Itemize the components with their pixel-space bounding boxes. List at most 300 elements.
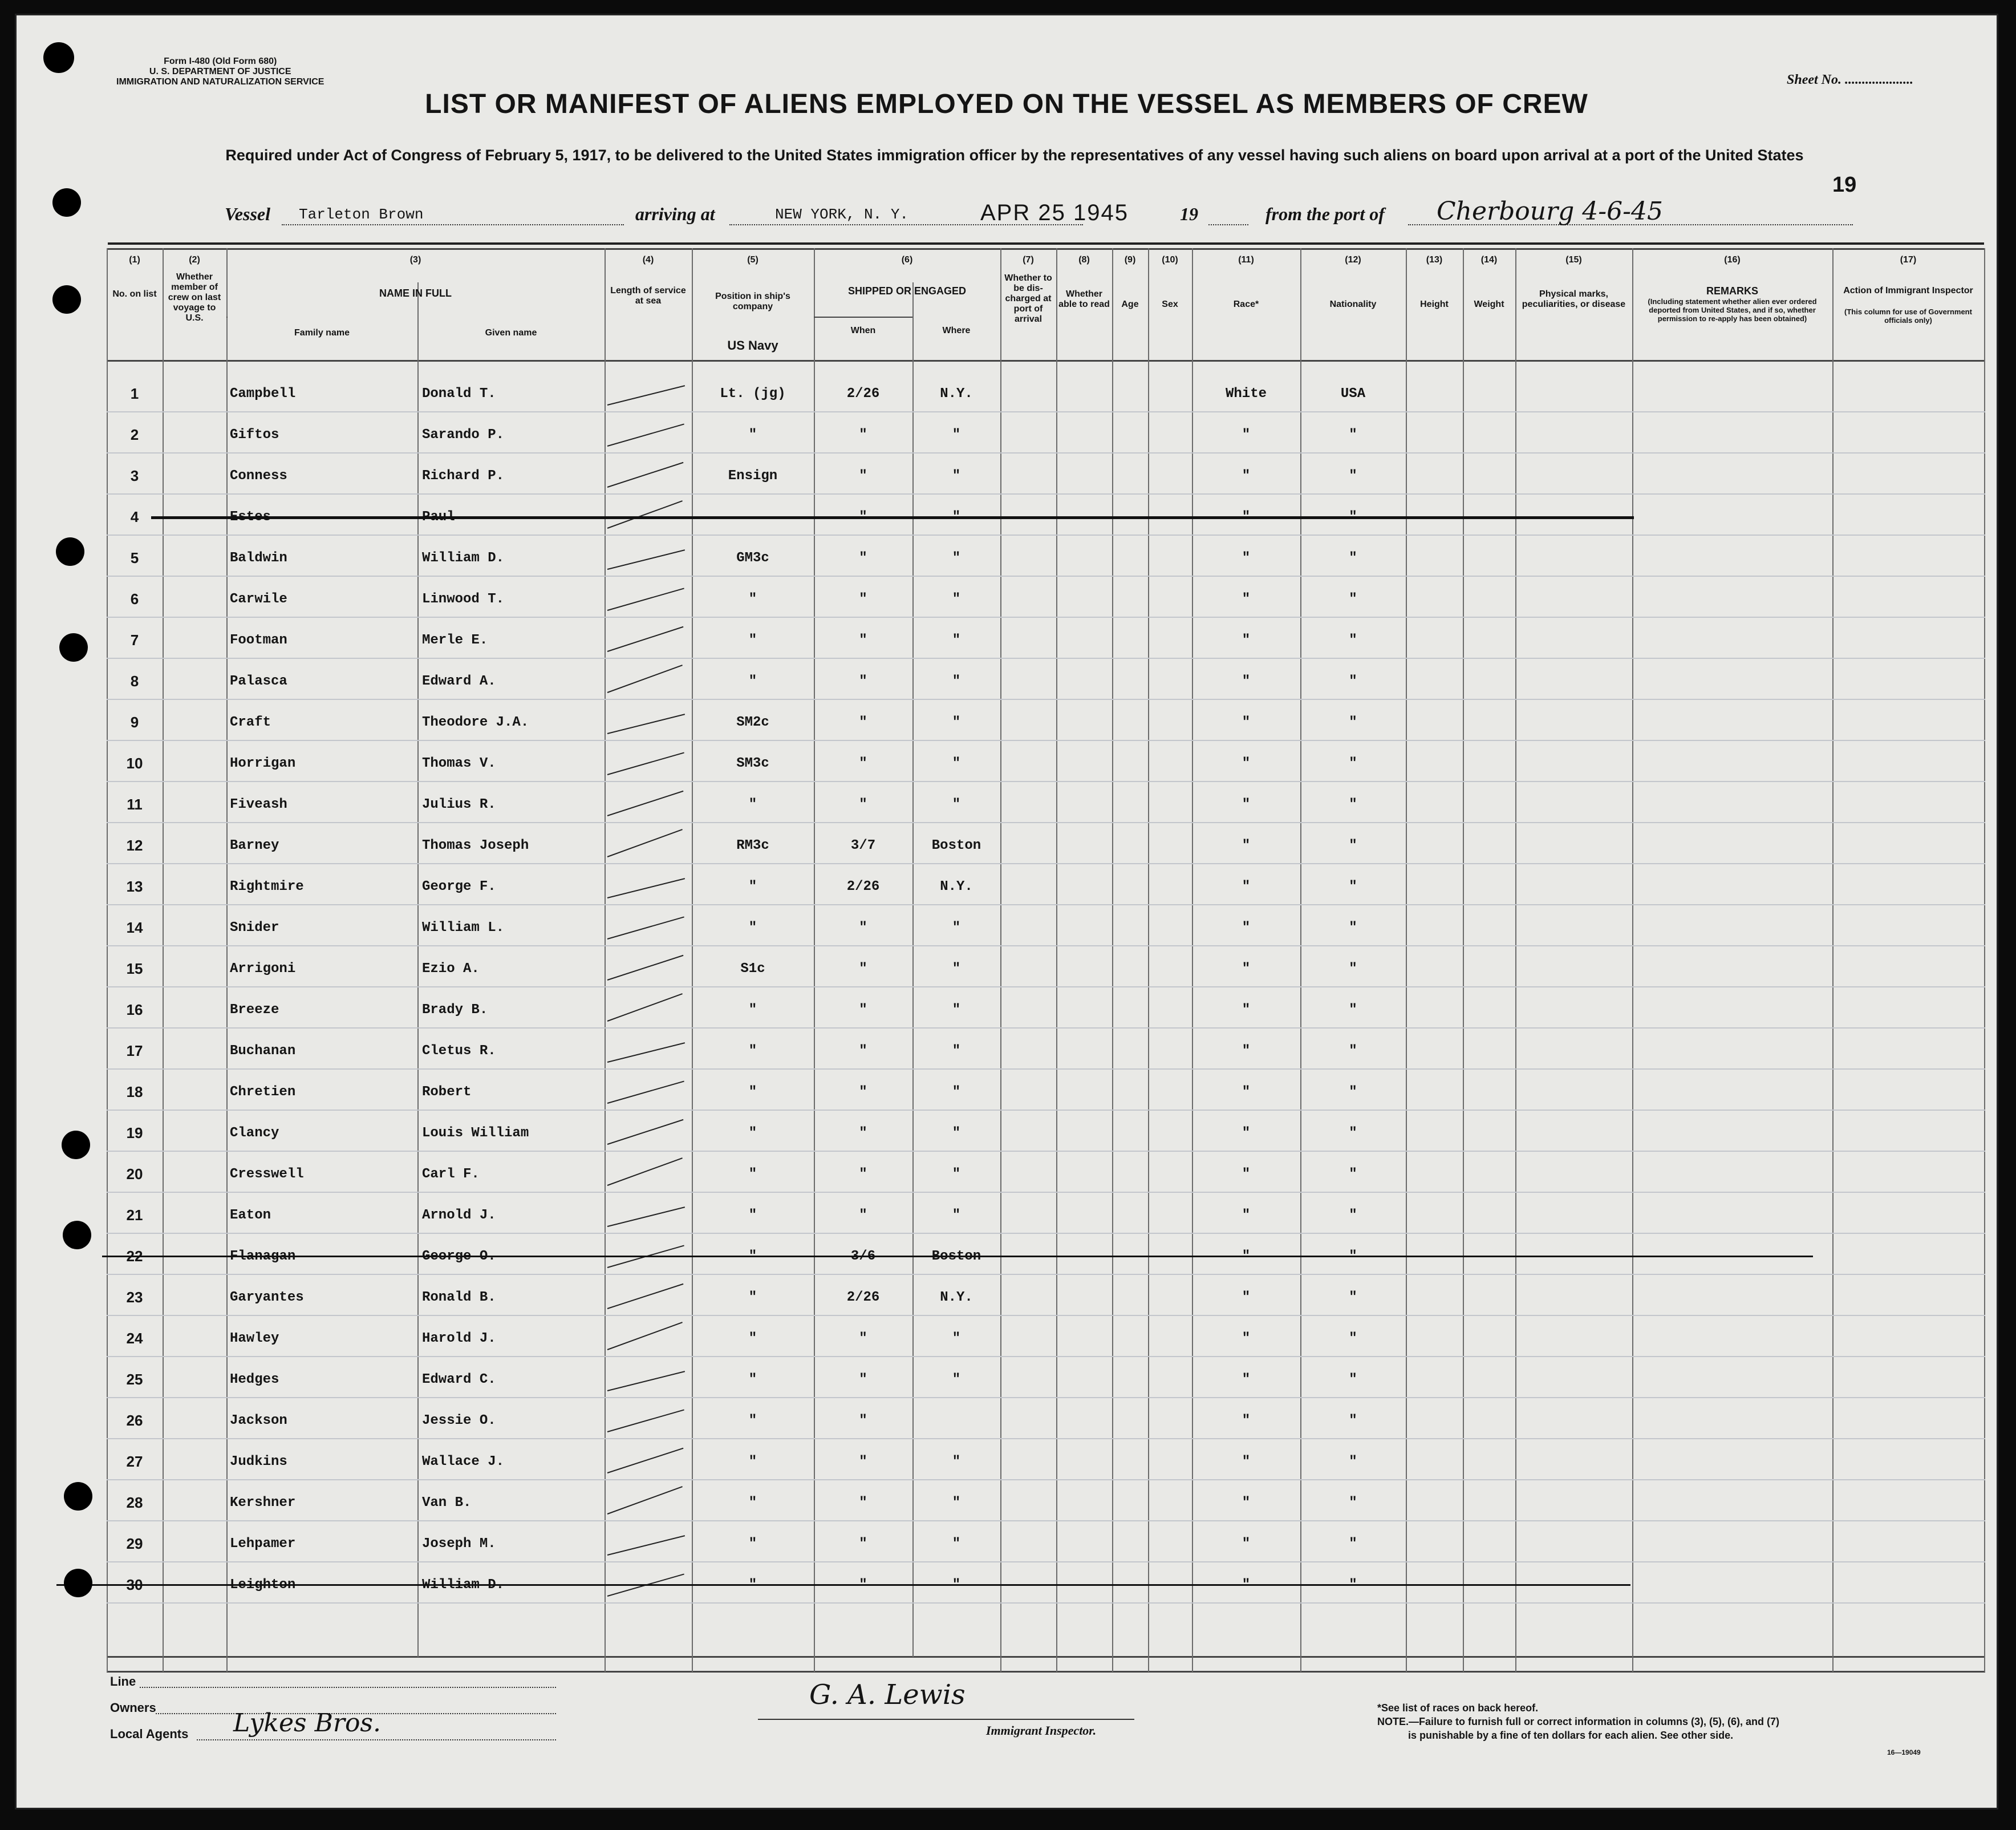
cell-family: Horrigan bbox=[230, 756, 296, 771]
cell-nationality: " bbox=[1349, 427, 1357, 443]
cell-given: Brady B. bbox=[422, 1002, 488, 1018]
cell-family: Hedges bbox=[230, 1372, 279, 1387]
colnum-8: (8) bbox=[1078, 255, 1090, 265]
cell-where: " bbox=[952, 961, 961, 977]
row-rule bbox=[107, 411, 1985, 412]
cell-family: Cresswell bbox=[230, 1167, 304, 1182]
cell-when: " bbox=[859, 961, 867, 977]
cell-given: William D. bbox=[422, 1577, 505, 1593]
cell-no: 15 bbox=[126, 960, 143, 977]
cell-no: 3 bbox=[130, 467, 139, 484]
row-rule bbox=[107, 1192, 1985, 1193]
cell-race: " bbox=[1242, 1167, 1251, 1182]
cell-given: Linwood T. bbox=[422, 592, 505, 607]
cell-nationality: " bbox=[1349, 879, 1357, 894]
cell-given: Louis William bbox=[422, 1125, 529, 1141]
cell-no: 26 bbox=[126, 1412, 143, 1429]
cell-when: " bbox=[859, 633, 867, 648]
cell-no: 25 bbox=[126, 1371, 143, 1388]
row-rule bbox=[107, 1151, 1985, 1152]
cell-family: Rightmire bbox=[230, 879, 304, 894]
header-remarks-note: (Including statement whether alien ever ordered deported from United States, and if so, whether permission to re-apply has been obtained) bbox=[1648, 297, 1817, 323]
cell-no: 16 bbox=[126, 1001, 143, 1018]
cell-when: " bbox=[859, 427, 867, 443]
cell-no: 22 bbox=[126, 1248, 143, 1265]
cell-where: " bbox=[952, 1372, 961, 1387]
row-rule bbox=[107, 1438, 1985, 1439]
footer-line-label: Line bbox=[110, 1674, 136, 1689]
cell-race: " bbox=[1242, 1577, 1251, 1593]
cell-race: " bbox=[1242, 1331, 1251, 1346]
cell-race: " bbox=[1242, 879, 1251, 894]
header-when: When bbox=[850, 326, 876, 335]
row-rule bbox=[107, 576, 1985, 577]
cell-no: 27 bbox=[126, 1453, 143, 1470]
cell-family: Buchanan bbox=[230, 1043, 296, 1059]
cell-position: " bbox=[748, 633, 757, 648]
inspector-signature: G. A. Lewis bbox=[809, 1679, 966, 1711]
binder-hole bbox=[59, 633, 88, 662]
cell-position: SM3c bbox=[736, 756, 769, 771]
department-name: U. S. DEPARTMENT OF JUSTICE bbox=[149, 67, 291, 76]
cell-race: " bbox=[1242, 838, 1251, 853]
cell-nationality: " bbox=[1349, 468, 1357, 484]
header-action: Action of Immigrant Inspector bbox=[1843, 286, 1973, 295]
form-code: 16—19049 bbox=[1887, 1748, 1921, 1756]
row-rule bbox=[107, 493, 1985, 495]
row-rule bbox=[107, 1356, 1985, 1357]
cell-where: " bbox=[952, 1208, 961, 1223]
cell-no: 7 bbox=[130, 631, 139, 649]
header-whether-member: Whether member of crew on last voyage to U.S. bbox=[168, 272, 221, 323]
cell-position: " bbox=[748, 592, 757, 607]
cell-family: Lehpamer bbox=[230, 1536, 296, 1552]
cell-family: Garyantes bbox=[230, 1290, 304, 1305]
cell-when: 3/7 bbox=[850, 838, 876, 853]
header-shipped: SHIPPED OR ENGAGED bbox=[847, 285, 967, 297]
cell-given: Jessie O. bbox=[422, 1413, 496, 1428]
colnum-14: (14) bbox=[1480, 255, 1498, 265]
row-rule bbox=[107, 1274, 1985, 1275]
cell-position: RM3c bbox=[736, 838, 769, 853]
cell-nationality: " bbox=[1349, 1413, 1357, 1428]
cell-race: " bbox=[1242, 1536, 1251, 1552]
cell-where: " bbox=[952, 1043, 961, 1059]
cell-when: " bbox=[859, 1331, 867, 1346]
date-stamp: APR 25 1945 bbox=[980, 200, 1129, 225]
vessel-label: Vessel bbox=[225, 204, 270, 224]
cell-nationality: " bbox=[1349, 1002, 1357, 1018]
row-rule bbox=[107, 1027, 1985, 1029]
cell-no: 18 bbox=[126, 1083, 143, 1100]
cell-no: 5 bbox=[130, 549, 139, 566]
cell-when: " bbox=[859, 1208, 867, 1223]
cell-where: " bbox=[952, 633, 961, 648]
cell-given: Sarando P. bbox=[422, 427, 505, 443]
cell-given: Merle E. bbox=[422, 633, 488, 648]
cell-given: George F. bbox=[422, 879, 496, 894]
cell-race: White bbox=[1225, 386, 1267, 402]
cell-position: " bbox=[748, 1577, 757, 1593]
cell-where: " bbox=[952, 592, 961, 607]
cell-position: " bbox=[748, 1125, 757, 1141]
header-sex: Sex bbox=[1162, 299, 1178, 309]
cell-family: Footman bbox=[230, 633, 287, 648]
cell-position: " bbox=[748, 1372, 757, 1387]
cell-nationality: " bbox=[1349, 633, 1357, 648]
cell-given: Harold J. bbox=[422, 1331, 496, 1346]
cell-nationality: " bbox=[1349, 1577, 1357, 1593]
cell-nationality: " bbox=[1349, 1167, 1357, 1182]
cell-position: GM3c bbox=[736, 550, 769, 566]
cell-race: " bbox=[1242, 1495, 1251, 1511]
cell-nationality: " bbox=[1349, 1290, 1357, 1305]
row-rule bbox=[107, 904, 1985, 905]
cell-when: 3/6 bbox=[850, 1249, 876, 1264]
cell-when: " bbox=[859, 715, 867, 730]
cell-position: Lt. (jg) bbox=[720, 386, 786, 402]
cell-where: Boston bbox=[931, 838, 981, 853]
header-where: Where bbox=[942, 326, 971, 335]
cell-family: Kershner bbox=[230, 1495, 296, 1511]
cell-position: " bbox=[748, 674, 757, 689]
cell-no: 6 bbox=[130, 590, 139, 608]
cell-nationality: " bbox=[1349, 592, 1357, 607]
cell-given: Thomas Joseph bbox=[422, 838, 529, 853]
cell-race: " bbox=[1242, 1413, 1251, 1428]
row-rule bbox=[107, 1561, 1985, 1562]
cell-where: " bbox=[952, 1331, 961, 1346]
row-rule bbox=[107, 1602, 1985, 1604]
binder-hole bbox=[56, 537, 84, 566]
colnum-10: (10) bbox=[1162, 255, 1178, 265]
cell-position: " bbox=[748, 879, 757, 894]
cell-position: " bbox=[748, 920, 757, 936]
cell-race: " bbox=[1242, 1249, 1251, 1264]
cell-race: " bbox=[1242, 674, 1251, 689]
colnum-2: (2) bbox=[189, 255, 200, 265]
cell-no: 9 bbox=[130, 714, 139, 731]
row-rule bbox=[107, 945, 1985, 946]
cell-position: " bbox=[748, 1413, 757, 1428]
cell-no: 20 bbox=[126, 1165, 143, 1183]
cell-position: " bbox=[748, 1002, 757, 1018]
cell-where: " bbox=[952, 674, 961, 689]
colnum-11: (11) bbox=[1238, 255, 1254, 265]
cell-nationality: " bbox=[1349, 1208, 1357, 1223]
cell-family: Giftos bbox=[230, 427, 279, 443]
cell-race: " bbox=[1242, 797, 1251, 812]
footer-agents-label: Local Agents bbox=[110, 1727, 189, 1741]
cell-family: Conness bbox=[230, 468, 287, 484]
footer-owners-label: Owners bbox=[110, 1701, 156, 1715]
header-age: Age bbox=[1121, 299, 1139, 309]
header-discharged: Whether to be dis-charged at port of arrival bbox=[1004, 273, 1052, 324]
cell-given: Carl F. bbox=[422, 1167, 480, 1182]
cell-family: Barney bbox=[230, 838, 279, 853]
colnum-7: (7) bbox=[1023, 255, 1034, 265]
colnum-3: (3) bbox=[409, 255, 421, 265]
cell-when: " bbox=[859, 674, 867, 689]
cell-given: Robert bbox=[422, 1084, 472, 1100]
cell-position: Ensign bbox=[728, 468, 778, 484]
cell-race: " bbox=[1242, 1084, 1251, 1100]
cell-where: N.Y. bbox=[940, 1290, 973, 1305]
cell-no: 28 bbox=[126, 1494, 143, 1511]
cell-nationality: " bbox=[1349, 1249, 1357, 1264]
cell-race: " bbox=[1242, 1208, 1251, 1223]
cell-family: Craft bbox=[230, 715, 271, 730]
inspector-label: Immigrant Inspector. bbox=[986, 1723, 1097, 1738]
cell-when: " bbox=[859, 550, 867, 566]
cell-nationality: " bbox=[1349, 674, 1357, 689]
row-rule bbox=[107, 1110, 1985, 1111]
row-rule bbox=[107, 1397, 1985, 1398]
cell-family: Carwile bbox=[230, 592, 287, 607]
binder-hole bbox=[64, 1482, 92, 1511]
cell-race: " bbox=[1242, 961, 1251, 977]
cell-no: 30 bbox=[126, 1576, 143, 1593]
cell-position: " bbox=[748, 1290, 757, 1305]
cell-when: " bbox=[859, 468, 867, 484]
cell-no: 12 bbox=[126, 837, 143, 854]
cell-family: Jackson bbox=[230, 1413, 287, 1428]
cell-position: " bbox=[748, 1084, 757, 1100]
header-nationality: Nationality bbox=[1329, 299, 1377, 309]
cell-given: Joseph M. bbox=[422, 1536, 496, 1552]
cell-nationality: " bbox=[1349, 715, 1357, 730]
cell-race: " bbox=[1242, 756, 1251, 771]
manifest-page bbox=[15, 14, 1998, 1809]
cell-when: " bbox=[859, 1454, 867, 1469]
binder-hole bbox=[64, 1569, 92, 1597]
cell-where: " bbox=[952, 1002, 961, 1018]
cell-no: 8 bbox=[130, 673, 139, 690]
cell-given: Ezio A. bbox=[422, 961, 480, 977]
arriving-label: arriving at bbox=[635, 204, 715, 224]
cell-family: Breeze bbox=[230, 1002, 279, 1018]
cell-nationality: " bbox=[1349, 1331, 1357, 1346]
cell-where: " bbox=[952, 1167, 961, 1182]
cell-no: 2 bbox=[130, 426, 139, 443]
cell-position: " bbox=[748, 1454, 757, 1469]
cell-nationality: USA bbox=[1340, 386, 1366, 402]
cell-family: Leighton bbox=[230, 1577, 296, 1593]
cell-race: " bbox=[1242, 715, 1251, 730]
row-rule bbox=[107, 617, 1985, 618]
row-rule bbox=[107, 822, 1985, 823]
cell-nationality: " bbox=[1349, 1454, 1357, 1469]
cell-given: William D. bbox=[422, 550, 505, 566]
cell-when: " bbox=[859, 1495, 867, 1511]
cell-given: Cletus R. bbox=[422, 1043, 496, 1059]
cell-when: " bbox=[859, 1002, 867, 1018]
cell-given: Ronald B. bbox=[422, 1290, 496, 1305]
cell-race: " bbox=[1242, 1372, 1251, 1387]
cell-when: 2/26 bbox=[846, 386, 880, 402]
year-label: 19 bbox=[1180, 204, 1198, 224]
header-family-name: Family name bbox=[294, 328, 350, 338]
year-suffix: 19 bbox=[1832, 173, 1857, 197]
cell-when: " bbox=[859, 509, 867, 525]
header-able-read: Whether able to read bbox=[1058, 289, 1110, 309]
cell-given: Thomas V. bbox=[422, 756, 496, 771]
cell-given: Richard P. bbox=[422, 468, 505, 484]
binder-hole bbox=[52, 285, 81, 314]
cell-given: George O. bbox=[422, 1249, 496, 1264]
cell-when: 2/26 bbox=[846, 1290, 880, 1305]
header-rule bbox=[108, 242, 1984, 245]
cell-position: " bbox=[748, 1208, 757, 1223]
cell-family: Fiveash bbox=[230, 797, 287, 812]
header-remarks: REMARKS bbox=[1706, 285, 1758, 297]
cell-given: Edward C. bbox=[422, 1372, 496, 1387]
row-rule bbox=[107, 535, 1985, 536]
cell-no: 29 bbox=[126, 1535, 143, 1552]
cell-given: Paul bbox=[422, 509, 455, 525]
cell-race: " bbox=[1242, 427, 1251, 443]
from-port: Cherbourg 4-6-45 bbox=[1437, 197, 1663, 226]
colnum-12: (12) bbox=[1345, 255, 1361, 265]
strikethrough-line bbox=[56, 1584, 1630, 1586]
cell-family: Estes bbox=[230, 509, 271, 525]
cell-race: " bbox=[1242, 920, 1251, 936]
cell-nationality: " bbox=[1349, 550, 1357, 566]
cell-race: " bbox=[1242, 550, 1251, 566]
cell-when: " bbox=[859, 1084, 867, 1100]
cell-position: S1c bbox=[740, 961, 765, 977]
strikethrough-line bbox=[151, 516, 1634, 519]
agents-signature: Lykes Bros. bbox=[233, 1708, 381, 1738]
form-number: Form I-480 (Old Form 680) bbox=[164, 56, 277, 66]
cell-given: Donald T. bbox=[422, 386, 496, 402]
cell-where: " bbox=[952, 1495, 961, 1511]
header-position: Position in ship's company bbox=[715, 291, 790, 311]
cell-race: " bbox=[1242, 468, 1251, 484]
sheet-number-label: Sheet No. .................... bbox=[1787, 72, 1913, 87]
header-name-in-full: NAME IN FULL bbox=[379, 288, 452, 299]
cell-given: Arnold J. bbox=[422, 1208, 496, 1223]
cell-given: Theodore J.A. bbox=[422, 715, 529, 730]
footnote-races: *See list of races on back hereof. bbox=[1377, 1702, 1539, 1714]
header-no-on-list: No. on list bbox=[112, 289, 157, 299]
cell-nationality: " bbox=[1349, 838, 1357, 853]
colnum-6: (6) bbox=[901, 255, 913, 265]
cell-no: 17 bbox=[126, 1042, 143, 1059]
row-rule bbox=[107, 986, 1985, 987]
cell-no: 21 bbox=[126, 1206, 143, 1224]
colnum-4: (4) bbox=[642, 255, 654, 265]
cell-nationality: " bbox=[1349, 1043, 1357, 1059]
colnum-15: (15) bbox=[1565, 255, 1582, 265]
document-title: LIST OR MANIFEST OF ALIENS EMPLOYED ON THE VESSEL AS MEMBERS OF CREW bbox=[425, 89, 1588, 119]
form-identifier bbox=[116, 56, 324, 87]
cell-no: 19 bbox=[126, 1124, 143, 1141]
footnote-fine-cont: is punishable by a fine of ten dollars for each alien. See other side. bbox=[1408, 1730, 1734, 1741]
cell-nationality: " bbox=[1349, 1495, 1357, 1511]
footnote-fine: NOTE.—Failure to furnish full or correct information in columns (3), (5), (6), and (7) bbox=[1377, 1716, 1780, 1727]
cell-position: " bbox=[748, 1495, 757, 1511]
row-rule bbox=[107, 699, 1985, 700]
cell-when: " bbox=[859, 920, 867, 936]
cell-nationality: " bbox=[1349, 920, 1357, 936]
document-subtitle: Required under Act of Congress of February 5, 1917, to be delivered to the United States immigration officer by the representatives of any vessel having such aliens on board upon arrival at a port of the United States bbox=[225, 147, 1804, 164]
cell-position: " bbox=[748, 1536, 757, 1552]
cell-race: " bbox=[1242, 592, 1251, 607]
cell-race: " bbox=[1242, 1043, 1251, 1059]
cell-no: 10 bbox=[126, 755, 143, 772]
colnum-13: (13) bbox=[1426, 255, 1443, 265]
cell-no: 14 bbox=[126, 919, 143, 936]
cell-where: " bbox=[952, 1577, 961, 1593]
cell-no: 4 bbox=[130, 508, 139, 525]
cell-when: " bbox=[859, 1043, 867, 1059]
header-position-note: US Navy bbox=[727, 338, 778, 353]
cell-position: " bbox=[748, 1249, 757, 1264]
header-height: Height bbox=[1420, 299, 1449, 309]
cell-family: Hawley bbox=[230, 1331, 279, 1346]
cell-position: " bbox=[748, 1167, 757, 1182]
cell-where: " bbox=[952, 1454, 961, 1469]
cell-race: " bbox=[1242, 633, 1251, 648]
cell-when: " bbox=[859, 756, 867, 771]
cell-family: Chretien bbox=[230, 1084, 296, 1100]
row-rule bbox=[107, 1315, 1985, 1316]
header-action-note: (This column for use of Government officials only) bbox=[1844, 307, 1972, 325]
binder-hole bbox=[52, 188, 81, 217]
cell-nationality: " bbox=[1349, 1125, 1357, 1141]
binder-hole bbox=[63, 1221, 91, 1249]
cell-nationality: " bbox=[1349, 1372, 1357, 1387]
cell-given: William L. bbox=[422, 920, 505, 936]
row-rule bbox=[107, 1520, 1985, 1521]
cell-no: 23 bbox=[126, 1289, 143, 1306]
cell-family: Campbell bbox=[230, 386, 296, 402]
cell-given: Julius R. bbox=[422, 797, 496, 812]
cell-when: " bbox=[859, 1125, 867, 1141]
colnum-5: (5) bbox=[747, 255, 758, 265]
cell-nationality: " bbox=[1349, 509, 1357, 525]
cell-when: " bbox=[859, 592, 867, 607]
cell-where: " bbox=[952, 715, 961, 730]
cell-nationality: " bbox=[1349, 1084, 1357, 1100]
cell-no: 1 bbox=[130, 385, 139, 402]
cell-position: " bbox=[748, 1043, 757, 1059]
cell-position: " bbox=[748, 1331, 757, 1346]
row-rule bbox=[107, 1068, 1985, 1070]
cell-where: " bbox=[952, 1125, 961, 1141]
cell-family: Snider bbox=[230, 920, 279, 936]
service-name: IMMIGRATION AND NATURALIZATION SERVICE bbox=[116, 77, 324, 87]
header-physical: Physical marks, peculiarities, or disease bbox=[1522, 289, 1626, 309]
vessel-row bbox=[17, 197, 1997, 232]
cell-where: " bbox=[952, 1536, 961, 1552]
binder-hole bbox=[43, 42, 74, 73]
cell-where: " bbox=[952, 756, 961, 771]
cell-when: " bbox=[859, 1577, 867, 1593]
row-rule bbox=[107, 740, 1985, 741]
cell-where: N.Y. bbox=[940, 386, 973, 402]
cell-given: Van B. bbox=[422, 1495, 472, 1511]
row-rule bbox=[107, 863, 1985, 864]
cell-where: " bbox=[952, 509, 961, 525]
cell-position: " bbox=[748, 427, 757, 443]
header-weight: Weight bbox=[1474, 299, 1504, 309]
cell-when: " bbox=[859, 1167, 867, 1182]
cell-where: N.Y. bbox=[940, 879, 973, 894]
cell-no: 13 bbox=[126, 878, 143, 895]
cell-family: Flanagan bbox=[230, 1249, 296, 1264]
